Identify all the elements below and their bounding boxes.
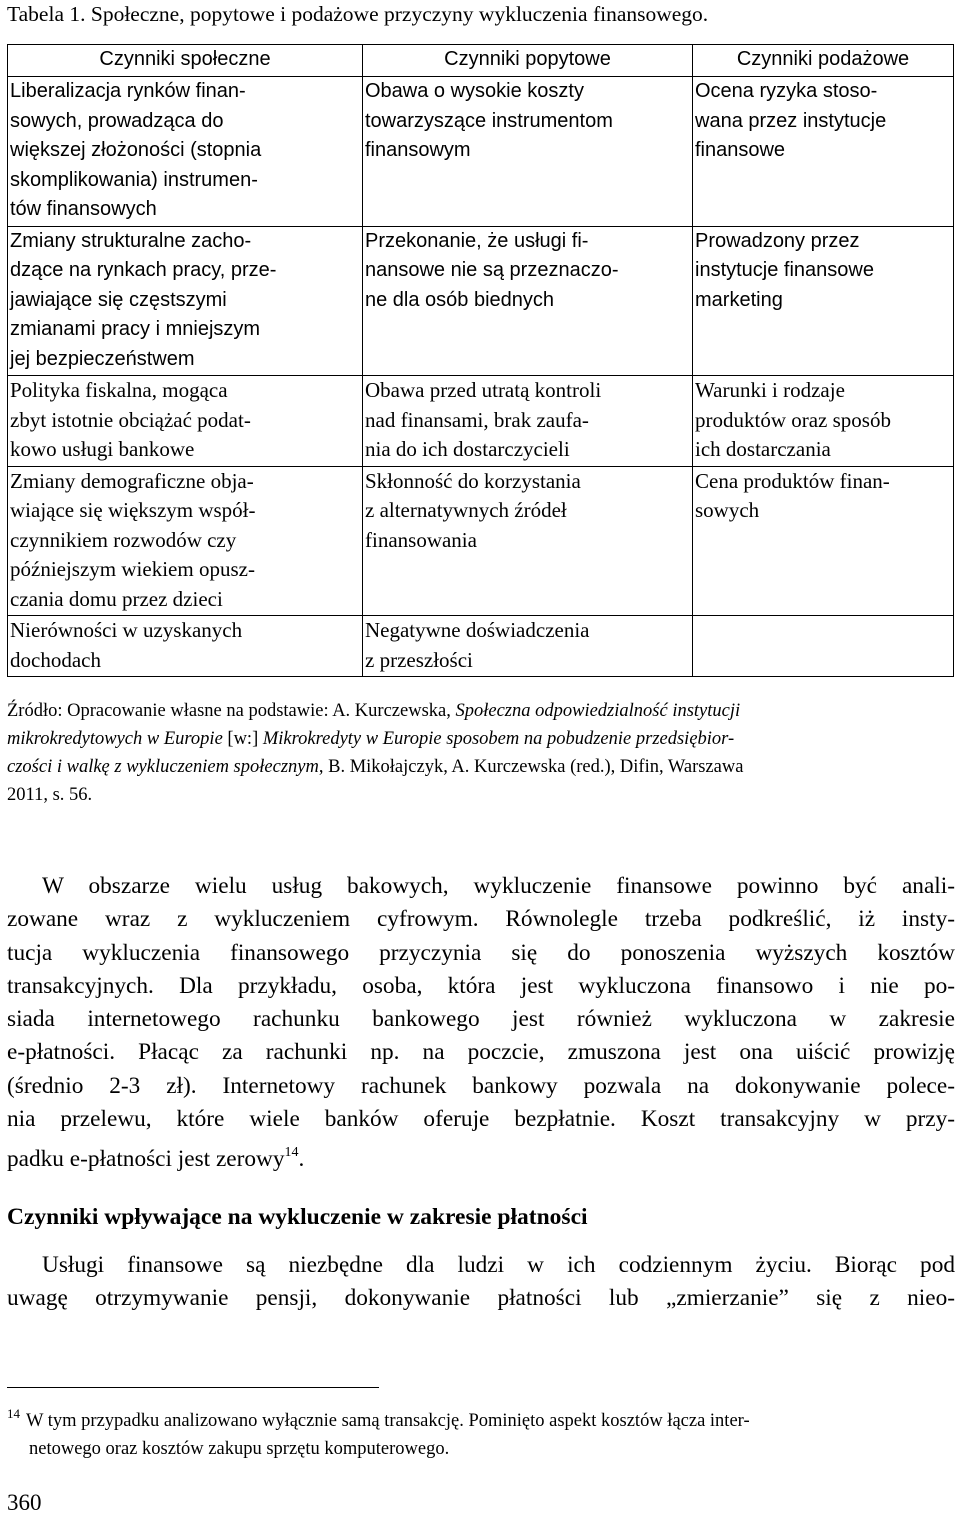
cell-line: sowych, prowadząca do: [10, 109, 224, 132]
footnote: [7, 1400, 955, 1463]
cell-line: Negatywne doświadczenia: [365, 618, 590, 642]
paragraph-text: padku e-płatności jest zerowy: [7, 1146, 285, 1173]
table-cell: [363, 466, 693, 616]
table-cell: [363, 226, 693, 376]
cell-line: Zmiany demograficzne obja-: [10, 468, 254, 493]
cell-line: marketing: [695, 288, 783, 311]
table-cell: [693, 466, 954, 616]
cell-line: większej złożoności (stopnia: [10, 139, 262, 161]
cell-line: dochodach: [10, 647, 101, 672]
cell-line: Skłonność do korzystania: [365, 468, 581, 493]
cell-line: nad finansami, brak zaufa-: [365, 407, 589, 432]
cell-line: Obawa o wysokie koszty: [365, 80, 584, 102]
cell-line: czania domu przez dzieci: [10, 586, 223, 611]
cell-line: nansowe nie są przeznaczo-: [365, 259, 619, 281]
paragraph-line: Usługi finansowe są niezbędne dla ludzi w ich codziennym życiu. Biorąc pod: [42, 1252, 955, 1278]
causes-table: [7, 44, 954, 677]
paragraph-line: zowane wraz z wykluczeniem cyfrowym. Równolegle trzeba podkreślić, iż insty-: [7, 906, 955, 933]
table-cell: [8, 466, 363, 616]
cell-line: z alternatywnych źródeł: [365, 498, 567, 522]
cell-line: kowo usługi bankowe: [10, 437, 195, 461]
footnote-line: [7, 1400, 955, 1435]
source-text: Źródło: Opracowanie własne na podstawie: A. Kurczewska,: [7, 701, 456, 721]
table-cell: [8, 616, 363, 677]
cell-line: późniejszym wiekiem opusz-: [10, 557, 255, 581]
header-supply-factors: Czynniki podażowe: [693, 45, 954, 77]
paragraph-cost-of-exclusion: [7, 870, 955, 1177]
header-demand-factors: Czynniki popytowe: [363, 45, 693, 77]
table-row: [8, 226, 954, 376]
source-title-italic: Społeczna odpowiedzialność instytucji: [455, 701, 741, 721]
table-row: [8, 616, 954, 677]
source-book-italic: czości i walkę z wykluczeniem społecznym: [7, 757, 319, 777]
cell-line: sowych: [695, 498, 760, 522]
footnote-separator: [7, 1387, 379, 1388]
table-cell: [363, 376, 693, 467]
cell-line: towarzyszące instrumentom: [365, 109, 613, 132]
table-row: [8, 376, 954, 467]
table-source-note: [7, 697, 955, 809]
cell-line: ne dla osób biednych: [365, 288, 555, 311]
table-row: [8, 77, 954, 227]
cell-line: z przeszłości: [365, 647, 473, 672]
table-cell-empty: [693, 616, 954, 677]
source-text: [w:]: [222, 729, 263, 749]
header-social-factors: Czynniki społeczne: [8, 45, 363, 77]
table-cell: [363, 616, 693, 677]
cell-line: nia do ich dostarczycieli: [365, 437, 570, 461]
footnote-text: W tym przypadku analizowano wyłącznie samą transakcję. Pominięto aspekt kosztów łącza inter-: [26, 1411, 750, 1431]
cell-line: jej bezpieczeństwem: [10, 347, 195, 370]
table-cell: [693, 226, 954, 376]
table-header-row: [8, 45, 954, 77]
table-cell: [8, 376, 363, 467]
source-text: , B. Mikołajczyk, A. Kurczewska (red.), Difin, Warszawa: [318, 757, 744, 777]
source-line: [7, 725, 955, 753]
cell-line: tów finansowych: [10, 198, 157, 220]
table-cell: [693, 376, 954, 467]
table-caption: Tabela 1. Społeczne, popytowe i podażowe przyczyny wykluczenia finansowego.: [7, 2, 709, 26]
cell-line: wana przez instytucje: [695, 109, 887, 132]
section-heading: Czynniki wpływające na wykluczenie w zakresie płatności: [7, 1204, 588, 1230]
paragraph-line: e-płatności. Płacąc za rachunki np. na poczcie, zmuszona jest ona uiścić prowizję: [7, 1039, 955, 1066]
cell-line: Obawa przed utratą kontroli: [365, 378, 602, 402]
cell-line: Zmiany strukturalne zacho-: [10, 229, 252, 252]
source-book-italic: Mikrokredyty w Europie sposobem na pobudzenie przedsiębior-: [262, 729, 735, 749]
source-line: 2011, s. 56.: [7, 785, 93, 805]
table-cell: [8, 226, 363, 376]
paragraph-line: transakcyjnych. Dla przykładu, osoba, która jest wykluczona finansowo i nie po-: [7, 972, 955, 999]
table-cell: [8, 77, 363, 227]
paragraph-line: [7, 1136, 955, 1176]
cell-line: Warunki i rodzaje: [695, 378, 845, 402]
cell-line: instytucje finansowe: [695, 259, 874, 281]
cell-line: finansowe: [695, 139, 786, 161]
paragraph-line: W obszarze wielu usług bakowych, wykluczenie finansowe powinno być anali-: [42, 873, 955, 899]
paragraph-text: .: [298, 1146, 305, 1173]
footnote-line: netowego oraz kosztów zakupu sprzętu komputerowego.: [29, 1439, 450, 1459]
source-title-italic: mikrokredytowych w Europie: [7, 729, 223, 749]
cell-line: zmianami pracy i mniejszym: [10, 318, 261, 340]
cell-line: Cena produktów finan-: [695, 468, 890, 493]
paragraph-line: tucja wykluczenia finansowego przyczynia się do ponoszenia wyższych kosztów: [7, 939, 955, 966]
cell-line: skomplikowania) instrumen-: [10, 168, 258, 191]
footnote-number: 14: [7, 1406, 20, 1421]
paragraph-line: uwagę otrzymywanie pensji, dokonywanie płatności lub „zmierzanie” się z nieo-: [7, 1285, 955, 1312]
cell-line: Liberalizacja rynków finan-: [10, 80, 246, 102]
paragraph-line: siada internetowego rachunku bankowego jest również wykluczona w zakresie: [7, 1006, 955, 1033]
cell-line: dzące na rynkach pracy, prze-: [10, 259, 277, 281]
cell-line: ich dostarczania: [695, 437, 831, 461]
cell-line: finansowania: [365, 527, 477, 552]
cell-line: Przekonanie, że usługi fi-: [365, 229, 589, 252]
paragraph-line: nia przelewu, które wiele banków oferuje bezpłatnie. Koszt transakcyjny w przy-: [7, 1106, 955, 1133]
footnote-reference[interactable]: 14: [284, 1145, 299, 1161]
paragraph-line: (średnio 2-3 zł). Internetowy rachunek bankowy pozwala na dokonywanie polece-: [7, 1072, 955, 1099]
paragraph-services: [7, 1249, 955, 1316]
cell-line: Prowadzony przez: [695, 229, 860, 252]
source-line: [7, 697, 955, 725]
source-line: [7, 753, 955, 781]
cell-line: Nierówności w uzyskanych: [10, 618, 243, 642]
table-cell: [363, 77, 693, 227]
cell-line: czynnikiem rozwodów czy: [10, 527, 237, 552]
cell-line: wiające się większym współ-: [10, 498, 256, 522]
cell-line: Ocena ryzyka stoso-: [695, 80, 878, 102]
cell-line: Polityka fiskalna, mogąca: [10, 378, 228, 402]
table-row: [8, 466, 954, 616]
table-cell: [693, 77, 954, 227]
cell-line: jawiające się częstszymi: [10, 288, 227, 311]
page-number: 360: [7, 1490, 42, 1515]
cell-line: zbyt istotnie obciążać podat-: [10, 407, 251, 432]
cell-line: finansowym: [365, 139, 471, 161]
cell-line: produktów oraz sposób: [695, 407, 891, 432]
